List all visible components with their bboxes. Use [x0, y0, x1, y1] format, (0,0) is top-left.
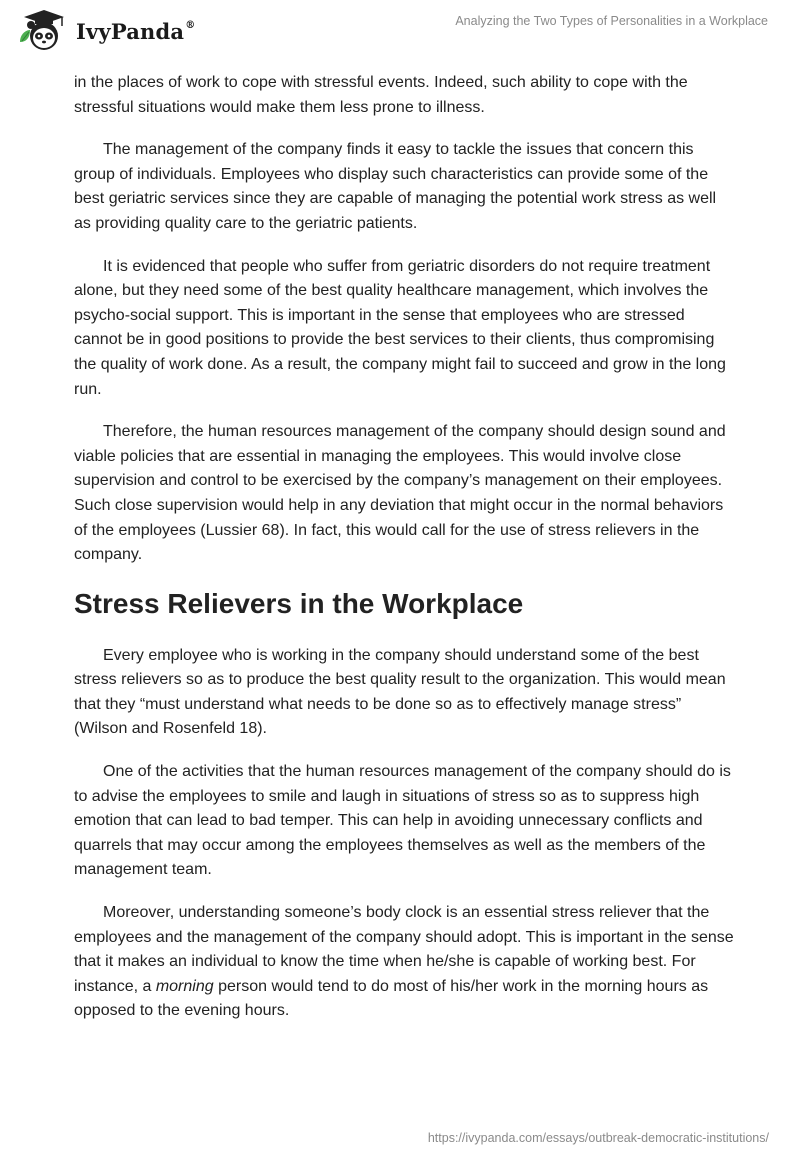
panda-graduate-icon	[14, 8, 74, 54]
paragraph: It is evidenced that people who suffer from geriatric disorders do not require treatment alone, but they need some of the best quality healthcare management, which involves the psycho-social support. This is important in the sense that employees who are stressed cannot be in good positions to provide the best services to their clients, thus compromising the quality of work done. As a result, the company might fail to succeed and grow in the long run.	[74, 257, 726, 398]
paragraph	[74, 901, 734, 1024]
document-title: Analyzing the Two Types of Personalities in a Workplace	[455, 14, 768, 28]
paragraph: in the places of work to cope with stressful events. Indeed, such ability to cope with the stressful situations would make them less prone to illness.	[74, 74, 688, 116]
source-url[interactable]: https://ivypanda.com/essays/outbreak-democratic-institutions/	[427, 1131, 769, 1145]
article-body	[74, 71, 734, 1042]
paragraph: Therefore, the human resources management of the company should design sound and viable policies that are essential in managing the employees. This would involve close supervision and control to be exercised by the company’s management on their employees. Such close supervision would help in any deviation that might occur in the normal behaviors of the employees (Lussier 68). In fact, this would call for the use of stress relievers in the company.	[74, 423, 726, 564]
emphasis-text: morning	[155, 977, 214, 995]
paragraph-text: Moreover, understanding someone’s body clock is an essential stress reliever that the employees and the management of the company should adopt. This is important in the sense that it makes an individual to know the time when he/she is capable of working best. For instance, a	[74, 904, 734, 995]
page-header	[0, 0, 800, 62]
paragraph: Every employee who is working in the company should understand some of the best stress relievers so as to produce the best quality result to the organization. This would mean that they “must understand what needs to be done so as to effectively manage stress” (Wilson and Rosenfeld 18).	[74, 646, 726, 738]
logo-wordmark: IvyPanda®	[76, 18, 196, 44]
paragraph: The management of the company finds it easy to tackle the issues that concern this group of individuals. Employees who display such characteristics can provide some of the best geriatric services since they are capable of managing the potential work stress as well as providing quality care to the geriatric patients.	[74, 141, 717, 232]
paragraph-text: person would tend to do most of his/her work in the morning hours as opposed to the evening hours.	[74, 977, 709, 1020]
section-heading: Stress Relievers in the Workplace	[74, 587, 524, 619]
ivypanda-logo[interactable]	[14, 8, 195, 54]
paragraph: One of the activities that the human resources management of the company should do is to advise the employees to smile and laugh in situations of stress so as to suppress high emotion that can lead to bad temper. This can help in avoiding unnecessary conflicts and quarrels that may occur among the employees themselves as well as the members of the management team.	[74, 763, 731, 879]
